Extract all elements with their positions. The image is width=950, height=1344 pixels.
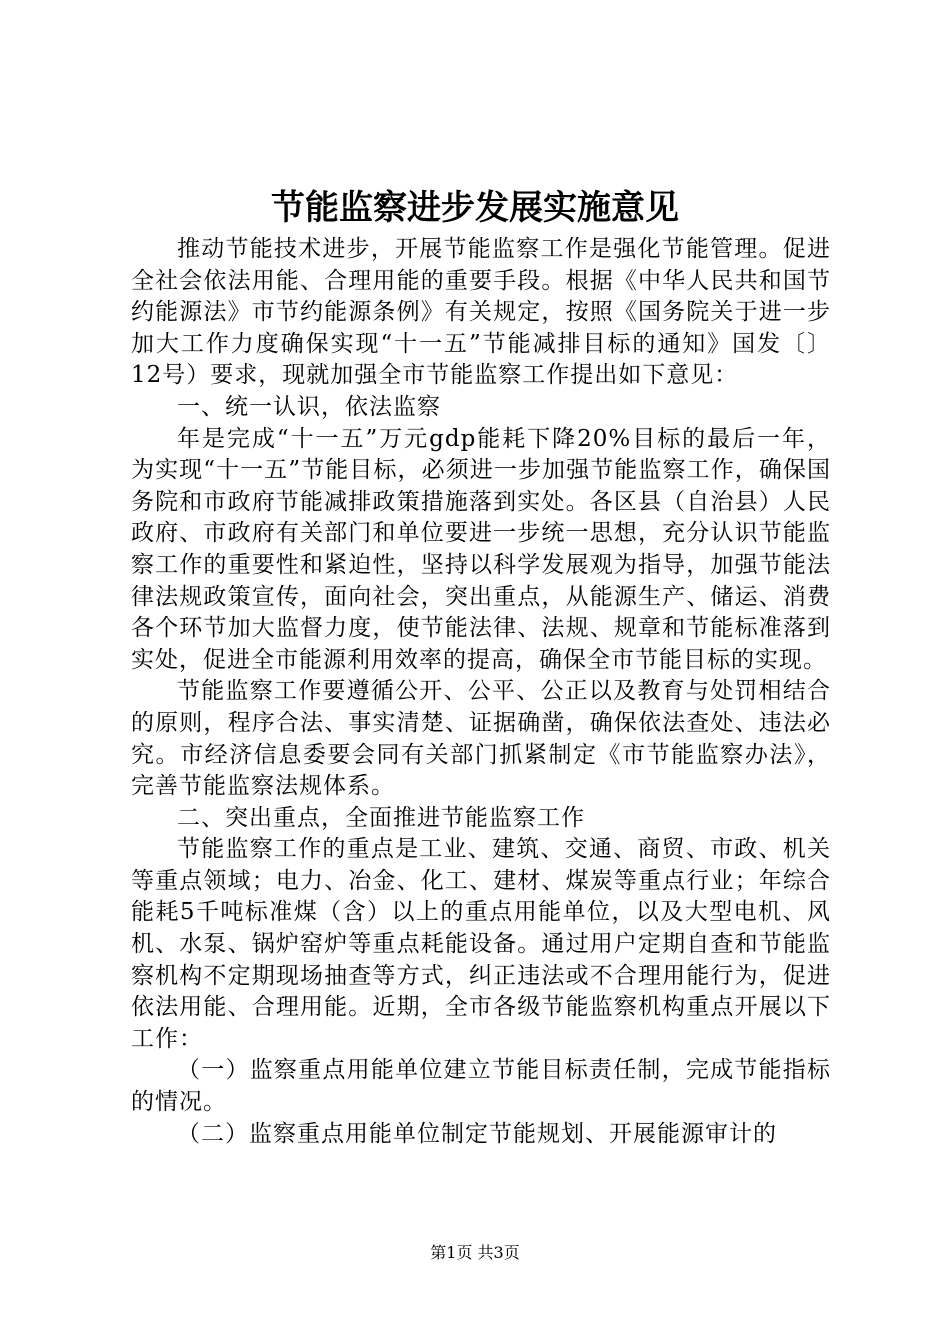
document-body xyxy=(131,234,831,1150)
list-item-1: （一）监察重点用能单位建立节能目标责任制，完成节能指标的情况。 xyxy=(131,1057,831,1116)
page-footer: 第1页 共3页 xyxy=(430,1243,520,1262)
section-heading-2: 二、突出重点，全面推进节能监察工作 xyxy=(177,804,585,831)
paragraph-intro: 推动节能技术进步，开展节能监察工作是强化节能管理。促进全社会依法用能、合理用能的重要手段。根据《中华人民共和国节约能源法》市节约能源条例》有关规定，按照《国务院关于进一步加大工作力度确保实现“十一五”节能减排目标的通知》国发〔〕12号）要求，现就加强全市节能监察工作提出如下意见： xyxy=(131,236,831,389)
paragraph-section1-b: 节能监察工作要遵循公开、公平、公正以及教育与处罚相结合的原则，程序合法、事实清楚、证据确凿，确保依法查处、违法必究。市经济信息委要会同有关部门抓紧制定《市节能监察办法》，完善节能监察法规体系。 xyxy=(131,678,831,800)
document-title: 节能监察进步发展实施意见 xyxy=(271,188,679,228)
section-heading-1: 一、统一认识，依法监察 xyxy=(177,393,441,420)
paragraph-section1-a: 年是完成“十一五”万元gdp能耗下降20%目标的最后一年，为实现“十一五”节能目标，必须进一步加强节能监察工作，确保国务院和市政府节能减排政策措施落到实处。各区县（自治县）人民政府、市政府有关部门和单位要进一步统一思想，充分认识节能监察工作的重要性和紧迫性，坚持以科学发展观为指导，加强节能法律法规政策宣传，面向社会，突出重点，从能源生产、储运、消费各个环节加大监督力度，使节能法律、法规、规章和节能标准落到实处，促进全市能源利用效率的提高，确保全市节能目标的实现。 xyxy=(131,425,831,673)
paragraph-section2-a: 节能监察工作的重点是工业、建筑、交通、商贸、市政、机关等重点领域；电力、冶金、化工、建材、煤炭等重点行业；年综合能耗5千吨标准煤（含）以上的重点用能单位，以及大型电机、风机、水泵、锅炉窑炉等重点耗能设备。通过用户定期自查和节能监察机构不定期现场抽查等方式，纠正违法或不合理用能行为，促进依法用能、合理用能。近期，全市各级节能监察机构重点开展以下工作： xyxy=(131,836,831,1052)
list-item-2: （二）监察重点用能单位制定节能规划、开展能源审计的 xyxy=(177,1120,777,1147)
